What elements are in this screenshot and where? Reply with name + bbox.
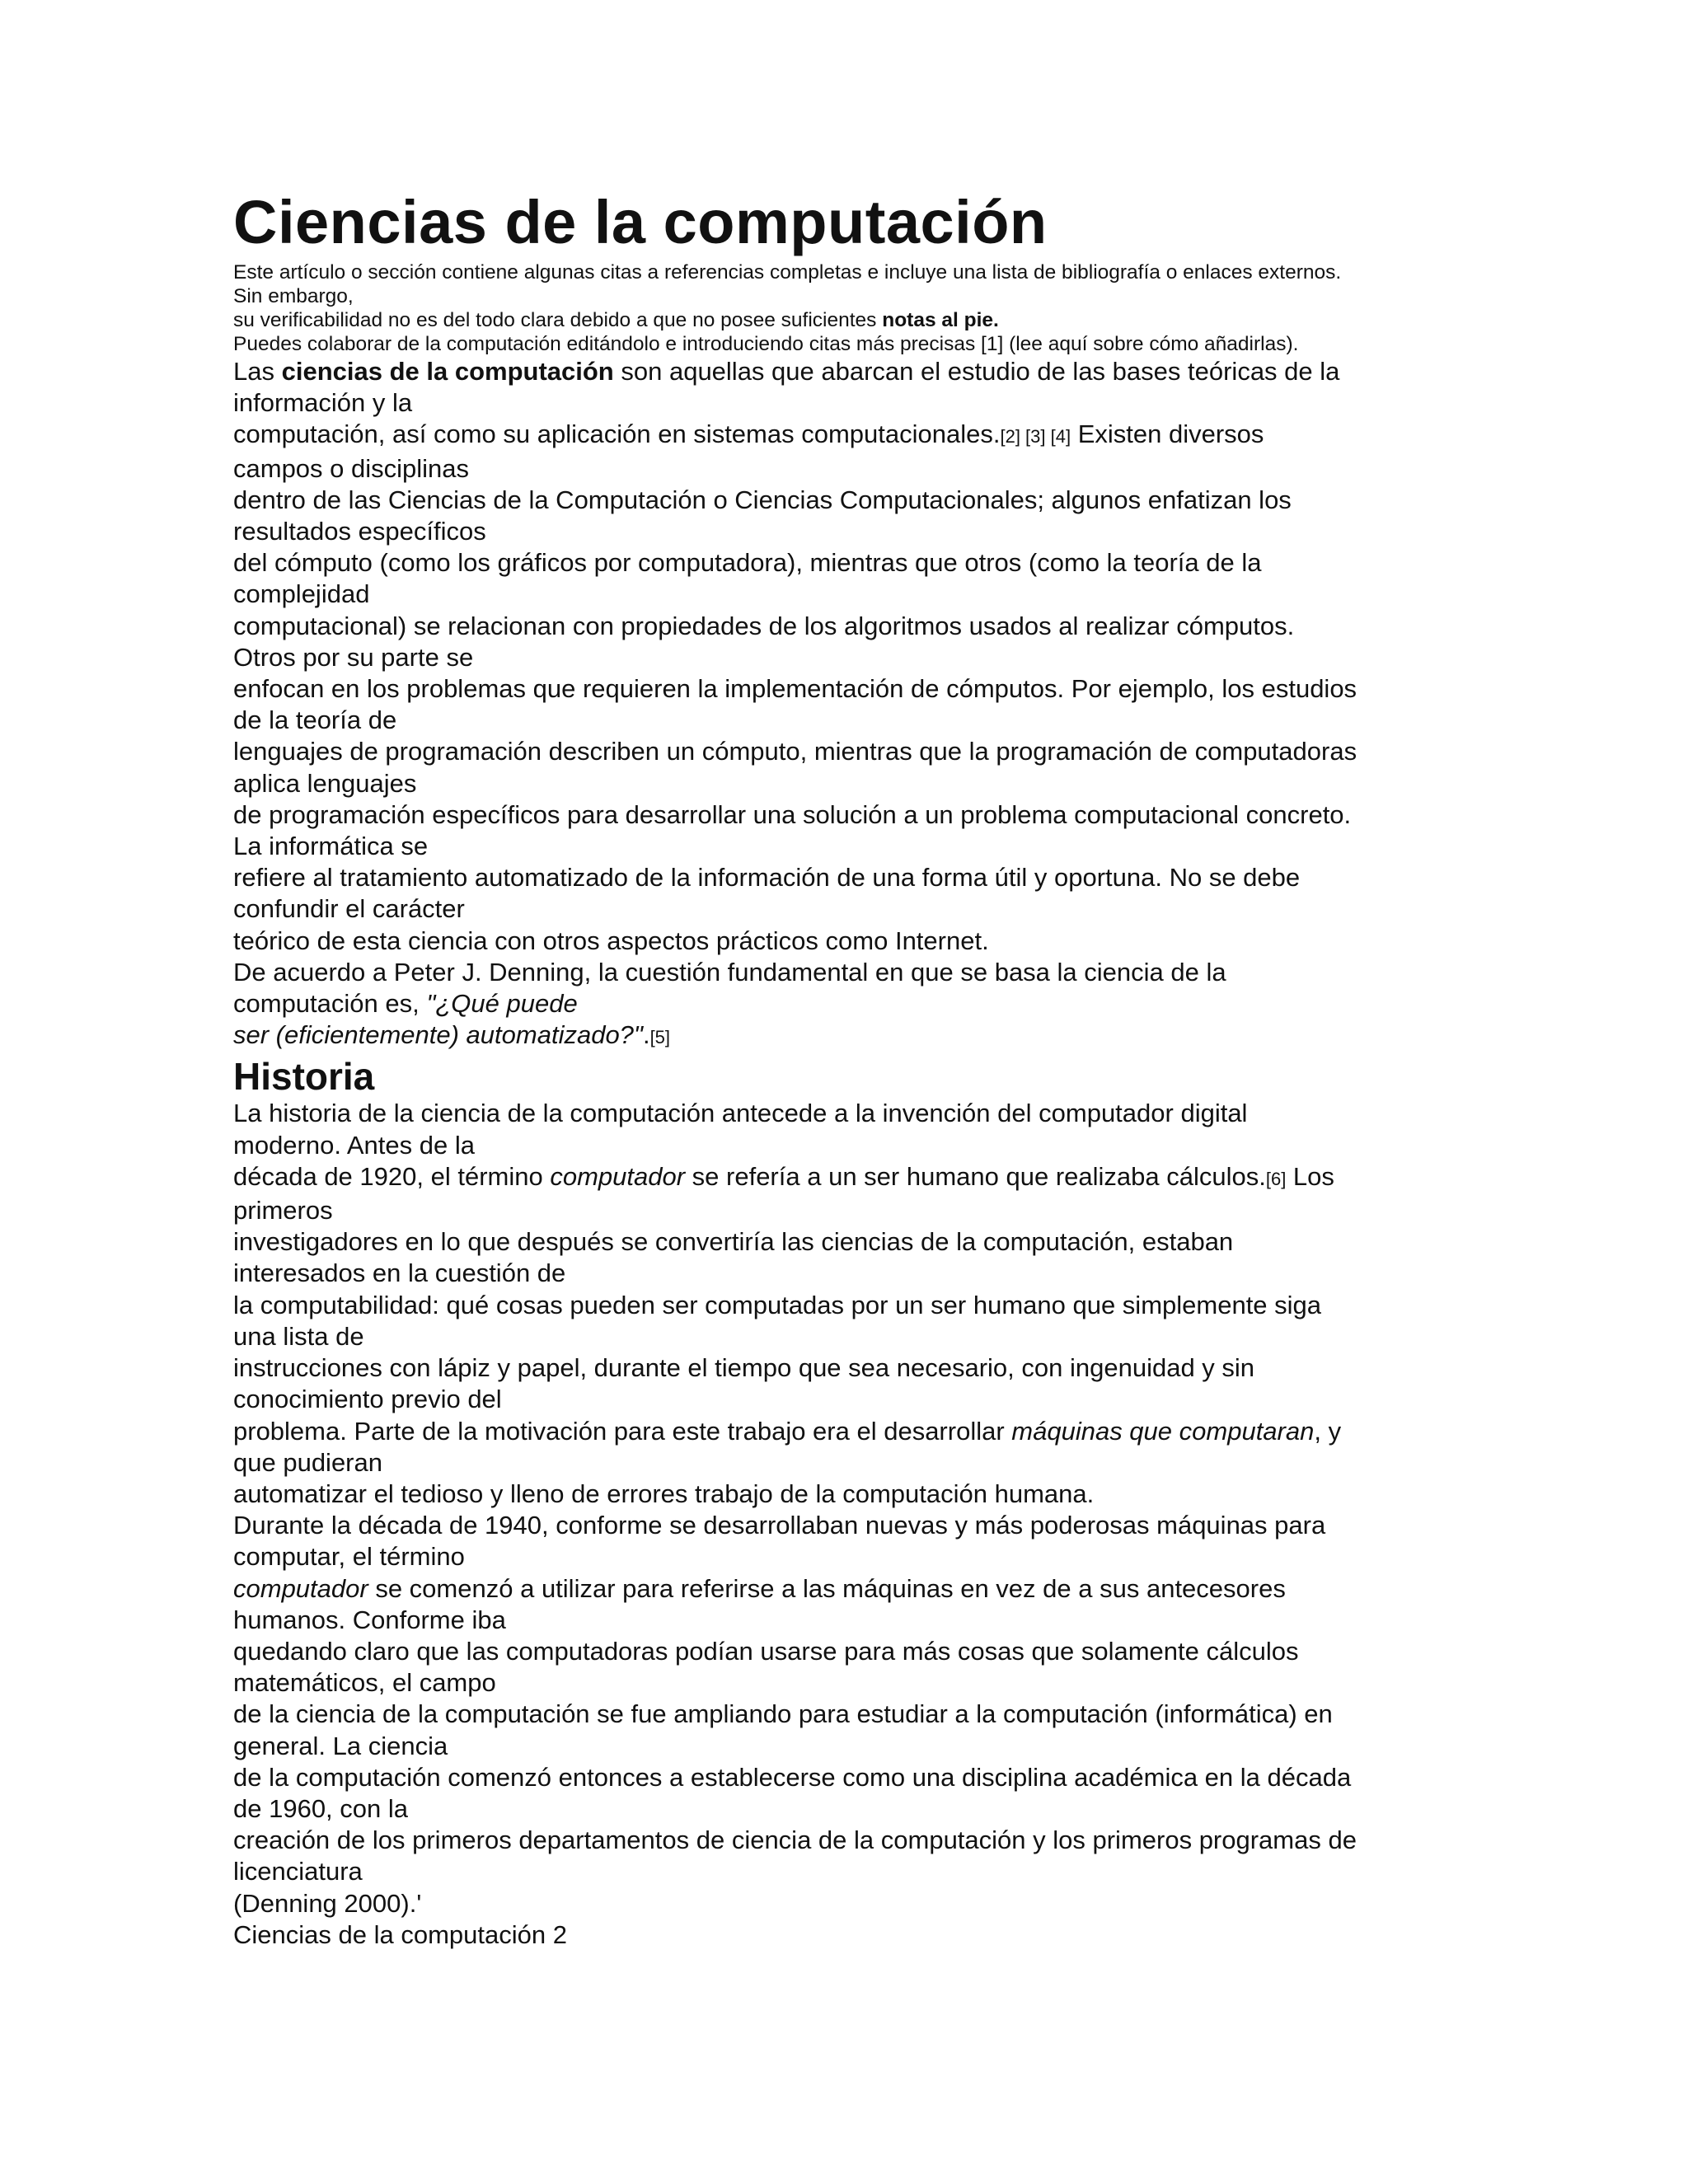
text-line: teórico de esta ciencia con otros aspectos prácticos como Internet.: [233, 926, 989, 955]
quote-italic: ser (eficientemente) automatizado?": [233, 1020, 643, 1050]
text-line: ser (eficientemente) automatizado?".[5]: [233, 1020, 671, 1050]
text-line: complejidad: [233, 579, 370, 609]
text-line: De acuerdo a Peter J. Denning, la cuestión fundamental en que se basa la ciencia de la: [233, 957, 1226, 987]
text-line: computacional) se relacionan con propiedades de los algoritmos usados al realizar cómputos.: [233, 611, 1295, 640]
text-line: lenguajes de programación describen un cómputo, mientras que la programación de computadoras: [233, 737, 1357, 766]
text-line: matemáticos, el campo: [233, 1668, 496, 1698]
text-line: investigadores en lo que después se convertiría las ciencias de la computación, estaban: [233, 1227, 1234, 1257]
text-line: la computabilidad: qué cosas pueden ser computadas por un ser humano que simplemente siga: [233, 1290, 1322, 1319]
text-line: de la computación comenzó entonces a establecerse como una disciplina académica en la década: [233, 1762, 1352, 1792]
text-line: Las ciencias de la computación son aquellas que abarcan el estudio de las bases teóricas de la: [233, 357, 1340, 386]
notice-line: Puedes colaborar de la computación editándolo e introduciendo citas más precisas [1] (lee aquí sobre cómo añadirlas).: [233, 333, 1299, 355]
text-line: interesados en la cuestión de: [233, 1258, 566, 1288]
citation-refs: [2] [3] [4]: [1000, 426, 1071, 448]
text-line: refiere al tratamiento automatizado de la información de una forma útil y oportuna. No se debe: [233, 863, 1301, 893]
document-content: [233, 188, 1461, 1951]
text-line: década de 1920, el término computador se refería a un ser humano que realizaba cálculos.[6] Los: [233, 1161, 1334, 1191]
citation-ref: [6]: [1265, 1168, 1287, 1189]
text-line: humanos. Conforme iba: [233, 1605, 506, 1634]
text-line: dentro de las Ciencias de la Computación o Ciencias Computacionales; algunos enfatizan los: [233, 485, 1292, 514]
intro-section: [233, 356, 1461, 1053]
text-line: computador se comenzó a utilizar para referirse a las máquinas en vez de a sus antecesores: [233, 1573, 1286, 1603]
text-line: campos o disciplinas: [233, 453, 470, 483]
text-line: general. La ciencia: [233, 1731, 448, 1760]
text-line: Otros por su parte se: [233, 642, 474, 672]
term-italic: máquinas que computaran: [1011, 1416, 1315, 1446]
quote-italic: "¿Qué puede: [426, 989, 578, 1019]
notice-line: Sin embargo,: [233, 285, 354, 307]
text-line: La historia de la ciencia de la computación antecede a la invención del computador digital: [233, 1099, 1248, 1128]
text-line: aplica lenguajes: [233, 768, 417, 798]
text-line: enfocan en los problemas que requieren la implementación de cómputos. Por ejemplo, los estudios: [233, 674, 1357, 704]
text-line: problema. Parte de la motivación para este trabajo era el desarrollar máquinas que computaran, y: [233, 1416, 1342, 1446]
text-line: computación es, "¿Qué puede: [233, 989, 578, 1019]
text-line: quedando claro que las computadoras podían usarse para más cosas que solamente cálculos: [233, 1636, 1299, 1666]
term-bold: ciencias de la computación: [281, 357, 614, 386]
references-notice: [233, 260, 1461, 356]
text-line: que pudieran: [233, 1447, 382, 1477]
text-line: información y la: [233, 388, 413, 418]
text-line: creación de los primeros departamentos de ciencia de la computación y los primeros programas de: [233, 1825, 1357, 1855]
text-line: instrucciones con lápiz y papel, durante el tiempo que sea necesario, con ingenuidad y sin: [233, 1353, 1255, 1383]
term-italic: computador: [233, 1573, 368, 1603]
text-line: primeros: [233, 1196, 333, 1226]
text-line: automatizar el tedioso y lleno de errores trabajo de la computación humana.: [233, 1479, 1095, 1508]
text-line: de la teoría de: [233, 705, 397, 735]
term-italic: computador: [550, 1161, 686, 1191]
historia-section: [233, 1098, 1461, 1950]
notice-line: su verificabilidad no es del todo clara debido a que no posee suficientes notas al pie.: [233, 309, 999, 331]
text-line: La informática se: [233, 832, 429, 861]
page-footer: Ciencias de la computación 2: [233, 1919, 567, 1949]
text-line: computación, así como su aplicación en sistemas computacionales.[2] [3] [4] Existen diversos: [233, 419, 1264, 449]
footnotes-emphasis: notas al pie.: [882, 309, 999, 331]
text-line: de la ciencia de la computación se fue ampliando para estudiar a la computación (informática) en: [233, 1699, 1333, 1729]
text-line: (Denning 2000).': [233, 1888, 422, 1918]
page-title: Ciencias de la computación: [233, 188, 1048, 256]
text-line: computar, el término: [233, 1542, 465, 1572]
text-line: licenciatura: [233, 1857, 363, 1886]
text-line: confundir el carácter: [233, 894, 465, 924]
text-line: de programación específicos para desarrollar una solución a un problema computacional concreto.: [233, 799, 1352, 829]
notice-line: Este artículo o sección contiene algunas citas a referencias completas e incluye una lista de bibliografía o enlaces externos.: [233, 261, 1342, 284]
section-heading-historia: Historia: [233, 1055, 375, 1099]
text-line: moderno. Antes de la: [233, 1130, 475, 1160]
citation-ref: [5]: [649, 1027, 671, 1048]
text-line: una lista de: [233, 1321, 364, 1351]
text-line: de 1960, con la: [233, 1793, 409, 1823]
text-line: del cómputo (como los gráficos por computadora), mientras que otros (como la teoría de la: [233, 548, 1262, 578]
text-line: Durante la década de 1940, conforme se desarrollaban nuevas y más poderosas máquinas para: [233, 1511, 1326, 1540]
text-line: conocimiento previo del: [233, 1385, 502, 1414]
text-line: resultados específicos: [233, 517, 486, 546]
